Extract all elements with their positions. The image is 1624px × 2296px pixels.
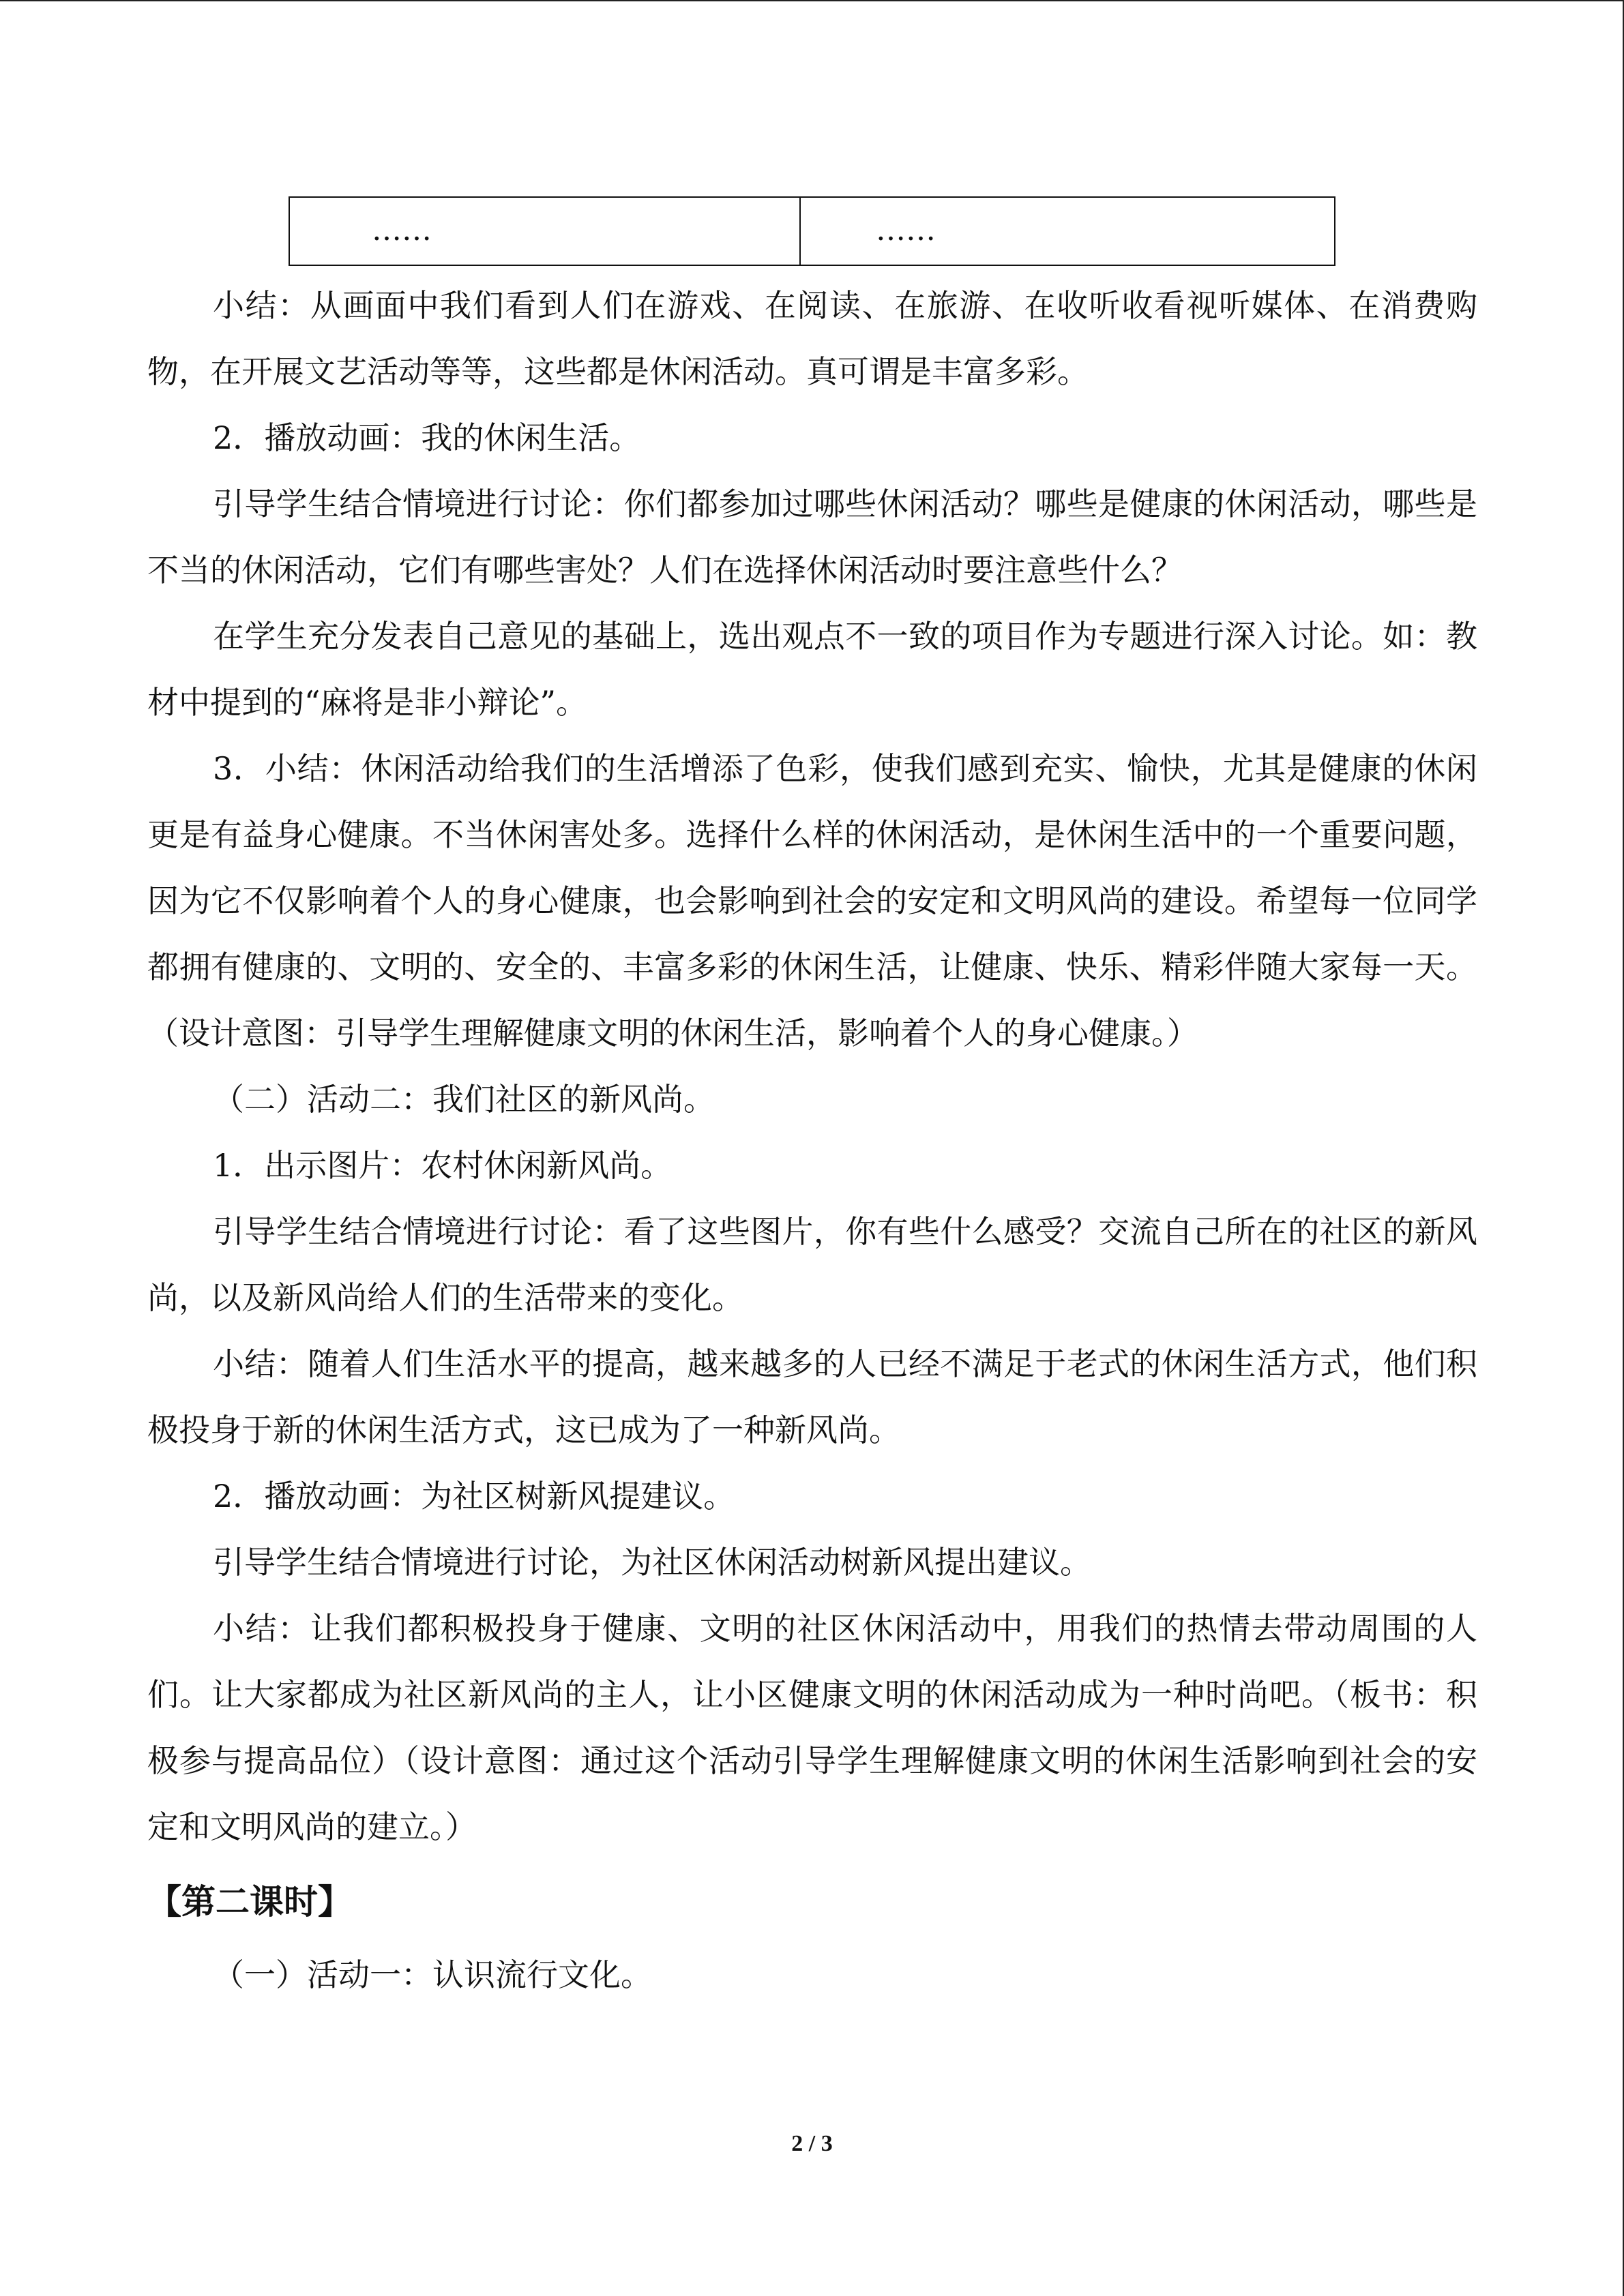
paragraph-activity-2: （二）活动二：我们社区的新风尚。 bbox=[213, 1081, 715, 1118]
page-number: 2 / 3 bbox=[791, 2131, 833, 2156]
paragraph-discussion-3: 引导学生结合情境进行讨论，为社区休闲活动树新风提出建议。 bbox=[213, 1544, 1091, 1581]
paragraph-summary-3: 小结：随着人们生活水平的提高，越来越多的人已经不满足于老式的休闲生活方式，他们积极投身于新的休闲生活方式，这已成为了一种新风尚。 bbox=[147, 1345, 1477, 1448]
paragraph-summary-1: 小结：从画面中我们看到人们在游戏、在阅读、在旅游、在收听收看视听媒体、在消费购物，在开展文艺活动等等，这些都是休闲活动。真可谓是丰富多彩。 bbox=[147, 287, 1477, 390]
paragraph-pictures: 1．出示图片：农村休闲新风尚。 bbox=[213, 1147, 673, 1184]
paragraph-discussion-2: 引导学生结合情境进行讨论：看了这些图片，你有些什么感受？交流自己所在的社区的新风尚，以及新风尚给人们的生活带来的变化。 bbox=[147, 1213, 1477, 1316]
paragraph-debate: 在学生充分发表自己意见的基础上，选出观点不一致的项目作为专题进行深入讨论。如：教材中提到的“麻将是非小辩论”。 bbox=[147, 618, 1477, 721]
paragraph-summary-4: 小结：让我们都积极投身于健康、文明的社区休闲活动中，用我们的热情去带动周围的人们。让大家都成为社区新风尚的主人，让小区健康文明的休闲活动成为一种时尚吧。（板书：积极参与提高品位）（设计意图：通过这个活动引导学生理解健康文明的休闲生活影响到社会的安定和文明风尚的建立。） bbox=[147, 1610, 1477, 1845]
table-cell-right: …… bbox=[876, 213, 936, 248]
table-cell-left: …… bbox=[290, 198, 801, 265]
section-heading: 【第二课时】 bbox=[147, 1882, 352, 1922]
document-body bbox=[147, 273, 1477, 2008]
paragraph-summary-2: 3．小结：休闲活动给我们的生活增添了色彩，使我们感到充实、愉快，尤其是健康的休闲更是有益身心健康。不当休闲害处多。选择什么样的休闲活动，是休闲生活中的一个重要问题，因为它不仅影响着个人的身心健康，也会影响到社会的安定和文明风尚的建设。希望每一位同学都拥有健康的、文明的、安全的、丰富多彩的休闲生活，让健康、快乐、精彩伴随大家每一天。（设计意图：引导学生理解健康文明的休闲生活，影响着个人的身心健康。） bbox=[147, 750, 1477, 1052]
paragraph-animation-2: 2．播放动画：为社区树新风提建议。 bbox=[213, 1478, 735, 1515]
paragraph-discussion-1: 引导学生结合情境进行讨论：你们都参加过哪些休闲活动？哪些是健康的休闲活动，哪些是不当的休闲活动，它们有哪些害处？人们在选择休闲活动时要注意些什么？ bbox=[147, 486, 1477, 588]
paragraph-animation-1: 2．播放动画：我的休闲生活。 bbox=[213, 419, 641, 456]
paragraph-activity-1: （一）活动一：认识流行文化。 bbox=[213, 1956, 652, 1993]
continuation-table bbox=[289, 196, 1335, 266]
